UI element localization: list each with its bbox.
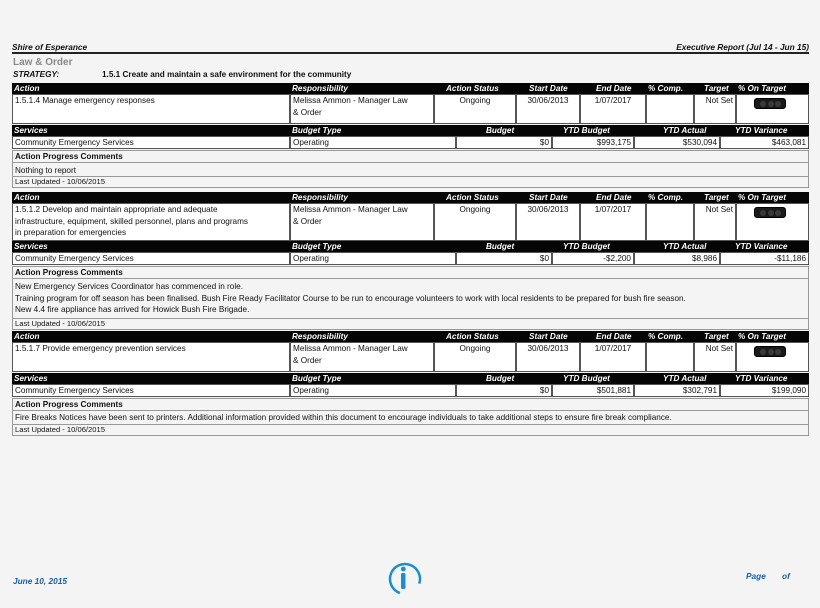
col-status: Action Status	[446, 332, 499, 341]
comments-label: Action Progress Comments	[12, 266, 809, 279]
budget-cell: $0	[456, 384, 552, 397]
comp-cell	[646, 94, 694, 124]
col-budget: Budget	[486, 242, 515, 251]
comment-text: Nothing to report	[12, 163, 809, 177]
ytd-actual-cell: $8,986	[634, 252, 720, 265]
action-text: 1.5.1.4 Manage emergency responses	[15, 96, 155, 105]
comments-label: Action Progress Comments	[12, 150, 809, 163]
comment-text: New Emergency Services Coordinator has commenced in role.	[15, 282, 243, 291]
col-ytd-budget: YTD Budget	[563, 126, 610, 135]
comment-text: Training program for off season has been finalised. Bush Fire Ready Facilitator Course to be run to encourage volunteers to work with local residents to be prepared for bush fire season.	[15, 293, 686, 303]
last-updated: Last Updated - 10/06/2015	[12, 425, 809, 436]
action-text: in preparation for emergencies	[15, 228, 127, 237]
header-rule	[12, 52, 809, 54]
responsibility-cell	[290, 203, 434, 241]
strategy-label: STRATEGY:	[13, 70, 60, 79]
start-date-cell: 30/06/2013	[516, 203, 580, 241]
ytd-variance-cell: -$11,186	[720, 252, 809, 265]
col-ytd-budget: YTD Budget	[563, 242, 610, 251]
col-start: Start Date	[529, 193, 568, 202]
col-budget-type: Budget Type	[292, 126, 342, 135]
action-cell	[12, 94, 290, 124]
on-target-cell	[736, 203, 809, 241]
action-header-bar	[12, 83, 809, 94]
ytd-actual-cell: $530,094	[634, 136, 720, 149]
col-services: Services	[14, 242, 48, 251]
col-services: Services	[14, 126, 48, 135]
col-responsibility: Responsibility	[292, 84, 348, 93]
shire-logo	[388, 562, 422, 596]
service-name-cell: Community Emergency Services	[12, 136, 290, 149]
section-title: Law & Order	[13, 57, 73, 68]
col-budget: Budget	[486, 126, 515, 135]
col-comp: % Comp.	[648, 193, 684, 202]
ytd-actual-cell: $302,791	[634, 384, 720, 397]
page-label: Page	[746, 571, 766, 581]
col-status: Action Status	[446, 84, 499, 93]
strategy-row	[12, 70, 809, 82]
responsibility-cell	[290, 94, 434, 124]
report-header	[12, 40, 809, 52]
responsibility-text: Melissa Ammon - Manager Law	[293, 344, 408, 353]
col-comp: % Comp.	[648, 332, 684, 341]
traffic-light-icon	[754, 98, 786, 109]
responsibility-text: & Order	[293, 107, 322, 117]
col-on-target: % On Target	[738, 332, 786, 341]
traffic-light-icon	[754, 207, 786, 218]
ytd-budget-cell: -$2,200	[552, 252, 634, 265]
organisation-name: Shire of Esperance	[12, 42, 88, 52]
ytd-variance-cell: $199,090	[720, 384, 809, 397]
ytd-budget-cell: $501,881	[552, 384, 634, 397]
services-header-bar	[12, 241, 809, 252]
target-cell: Not Set	[694, 94, 736, 124]
report-page	[12, 0, 809, 608]
col-ytd-budget: YTD Budget	[563, 374, 610, 383]
comment-text-group	[12, 279, 809, 319]
last-updated: Last Updated - 10/06/2015	[12, 319, 809, 330]
end-date-cell: 1/07/2017	[580, 342, 646, 372]
action-header-bar	[12, 192, 809, 203]
col-start: Start Date	[529, 332, 568, 341]
col-responsibility: Responsibility	[292, 332, 348, 341]
start-date-cell: 30/06/2013	[516, 94, 580, 124]
action-text: infrastructure, equipment, skilled personnel, plans and programs	[15, 216, 249, 226]
col-target: Target	[704, 332, 729, 341]
services-header-bar	[12, 373, 809, 384]
col-ytd-variance: YTD Variance	[735, 242, 788, 251]
traffic-light-icon	[754, 346, 786, 357]
responsibility-text: Melissa Ammon - Manager Law	[293, 205, 408, 214]
col-services: Services	[14, 374, 48, 383]
col-responsibility: Responsibility	[292, 193, 348, 202]
col-action: Action	[14, 332, 40, 341]
target-cell: Not Set	[694, 342, 736, 372]
service-name-cell: Community Emergency Services	[12, 252, 290, 265]
comp-cell	[646, 342, 694, 372]
action-text: 1.5.1.2 Develop and maintain appropriate and adequate	[15, 205, 218, 214]
comment-text: New 4.4 fire appliance has arrived for Howick Bush Fire Brigade.	[15, 305, 250, 314]
responsibility-text: Melissa Ammon - Manager Law	[293, 96, 408, 105]
service-name-cell: Community Emergency Services	[12, 384, 290, 397]
end-date-cell: 1/07/2017	[580, 94, 646, 124]
responsibility-text: & Order	[293, 355, 322, 365]
col-comp: % Comp.	[648, 84, 684, 93]
col-action: Action	[14, 193, 40, 202]
last-updated: Last Updated - 10/06/2015	[12, 177, 809, 188]
col-start: Start Date	[529, 84, 568, 93]
services-header-bar	[12, 125, 809, 136]
col-end: End Date	[596, 84, 632, 93]
budget-type-cell: Operating	[290, 384, 456, 397]
on-target-cell	[736, 342, 809, 372]
comment-text: Fire Breaks Notices have been sent to printers. Additional information provided within this document to encourage individuals to take additional steps to ensure fire break compliance.	[12, 411, 809, 425]
end-date-cell: 1/07/2017	[580, 203, 646, 241]
comp-cell	[646, 203, 694, 241]
action-text: 1.5.1.7 Provide emergency prevention services	[15, 344, 186, 353]
col-ytd-actual: YTD Actual	[663, 374, 707, 383]
status-cell: Ongoing	[434, 94, 516, 124]
col-end: End Date	[596, 332, 632, 341]
col-end: End Date	[596, 193, 632, 202]
action-cell	[12, 342, 290, 372]
status-cell: Ongoing	[434, 203, 516, 241]
budget-type-cell: Operating	[290, 252, 456, 265]
comments-label: Action Progress Comments	[12, 398, 809, 411]
start-date-cell: 30/06/2013	[516, 342, 580, 372]
action-cell	[12, 203, 290, 241]
ytd-variance-cell: $463,081	[720, 136, 809, 149]
budget-type-cell: Operating	[290, 136, 456, 149]
col-budget-type: Budget Type	[292, 374, 342, 383]
responsibility-text: & Order	[293, 216, 322, 226]
of-label: of	[782, 571, 790, 581]
col-budget: Budget	[486, 374, 515, 383]
col-target: Target	[704, 84, 729, 93]
col-action: Action	[14, 84, 40, 93]
col-ytd-actual: YTD Actual	[663, 242, 707, 251]
col-on-target: % On Target	[738, 193, 786, 202]
col-status: Action Status	[446, 193, 499, 202]
budget-cell: $0	[456, 252, 552, 265]
col-ytd-actual: YTD Actual	[663, 126, 707, 135]
on-target-cell	[736, 94, 809, 124]
col-budget-type: Budget Type	[292, 242, 342, 251]
budget-cell: $0	[456, 136, 552, 149]
col-ytd-variance: YTD Variance	[735, 374, 788, 383]
status-cell: Ongoing	[434, 342, 516, 372]
target-cell: Not Set	[694, 203, 736, 241]
action-header-bar	[12, 331, 809, 342]
report-title: Executive Report (Jul 14 - Jun 15)	[676, 42, 809, 52]
responsibility-cell	[290, 342, 434, 372]
col-target: Target	[704, 193, 729, 202]
col-ytd-variance: YTD Variance	[735, 126, 788, 135]
footer-date: June 10, 2015	[13, 576, 67, 586]
ytd-budget-cell: $993,175	[552, 136, 634, 149]
strategy-text: 1.5.1 Create and maintain a safe environment for the community	[102, 70, 352, 79]
col-on-target: % On Target	[738, 84, 786, 93]
